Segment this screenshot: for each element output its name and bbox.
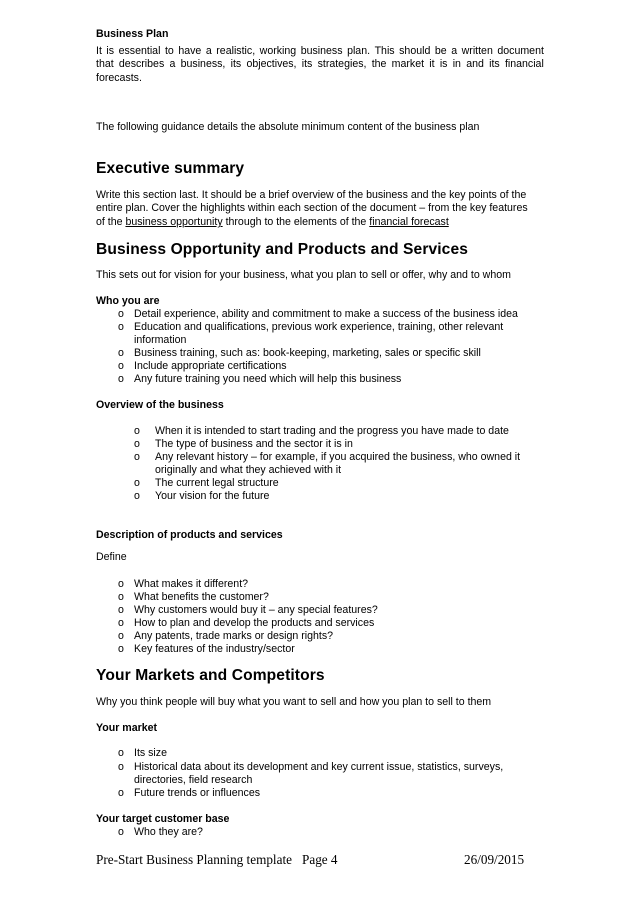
bullet-marker: o	[118, 591, 124, 603]
who-you-are-heading: Who you are	[96, 295, 160, 307]
list-item-continuation: directories, field research	[134, 774, 253, 786]
word: document	[497, 45, 544, 57]
guidance-text: The following guidance details the absolute minimum content of the business plan	[96, 121, 480, 133]
list-item: Future trends or influences	[134, 787, 261, 799]
word: plan.	[347, 45, 371, 57]
word: it	[429, 58, 435, 70]
exec-line-3	[96, 216, 449, 229]
markets-intro: Why you think people will buy what you want to sell and how you plan to sell to them	[96, 696, 492, 708]
intro-line-2	[96, 58, 544, 71]
word: the	[371, 58, 387, 70]
bullet-marker: o	[118, 630, 124, 642]
word: that	[96, 58, 114, 70]
bullet-marker: o	[118, 321, 124, 333]
products-heading: Description of products and services	[96, 529, 283, 541]
list-item: Who they are?	[134, 826, 203, 838]
word: objectives,	[246, 58, 297, 70]
footer-date: 26/09/2015	[464, 852, 525, 867]
word: its	[230, 58, 242, 70]
list-item: Any future training you need which will help this business	[134, 373, 402, 385]
footer-template-name: Pre-Start Business Planning template	[96, 852, 292, 867]
word: business,	[180, 58, 226, 70]
bullet-marker: o	[118, 643, 124, 655]
list-item: Include appropriate certifications	[134, 360, 287, 372]
word: working	[259, 45, 297, 57]
target-customer-heading: Your target customer base	[96, 813, 230, 825]
list-item: Your vision for the future	[155, 490, 270, 502]
word: its	[489, 58, 500, 70]
word: a	[169, 58, 176, 70]
word: realistic,	[216, 45, 256, 57]
list-item: Any patents, trade marks or design rights?	[134, 630, 334, 642]
list-item: What makes it different?	[134, 578, 249, 590]
word: It	[96, 45, 102, 57]
bullet-marker: o	[118, 761, 124, 773]
bullet-marker: o	[134, 425, 140, 437]
word: essential	[118, 45, 161, 57]
exec-line-1: Write this section last. It should be a brief overview of the business and the key points of the	[96, 189, 527, 201]
markets-heading: Your Markets and Competitors	[96, 667, 325, 684]
bullet-marker: o	[134, 451, 140, 463]
word: strategies,	[317, 58, 367, 70]
list-item: The type of business and the sector it is in	[155, 438, 353, 450]
list-item: Education and qualifications, previous work experience, training, other relevant	[134, 321, 504, 333]
intro-line-1	[96, 45, 544, 58]
bullet-marker: o	[118, 826, 124, 838]
bullet-marker: o	[118, 604, 124, 616]
exec-line-3-text: of the	[96, 216, 126, 228]
opportunity-intro: This sets out for vision for your business, what you plan to sell or offer, why and to whom	[96, 269, 511, 281]
bullet-marker: o	[118, 373, 124, 385]
word: business	[300, 45, 343, 57]
word: be	[434, 45, 447, 57]
list-item: Any relevant history – for example, if you acquired the business, who owned it	[155, 451, 521, 463]
word: and	[466, 58, 484, 70]
word: is	[439, 58, 448, 70]
list-item: Detail experience, ability and commitment to make a success of the business idea	[134, 308, 518, 320]
word: This	[374, 45, 395, 57]
list-item: Business training, such as: book-keeping, marketing, sales or specific skill	[134, 347, 481, 359]
word: is	[106, 45, 115, 57]
word: written	[461, 45, 493, 57]
bullet-marker: o	[118, 747, 124, 759]
your-market-heading: Your market	[96, 722, 158, 734]
word: a	[451, 45, 458, 57]
list-item: Why customers would buy it – any special features?	[134, 604, 378, 616]
bullet-marker: o	[118, 787, 124, 799]
word: describes	[118, 58, 165, 70]
list-item: How to plan and develop the products and services	[134, 617, 375, 629]
bullet-marker: o	[118, 360, 124, 372]
word: in	[452, 58, 461, 70]
exec-line-3-text: through to the elements of the	[222, 216, 370, 228]
list-item: Key features of the industry/sector	[134, 643, 295, 655]
word: should	[399, 45, 431, 57]
list-item: Its size	[134, 747, 167, 759]
define-label: Define	[96, 551, 127, 563]
intro-line-3: forecasts.	[96, 72, 142, 84]
list-item: Historical data about its development and key current issue, statistics, surveys,	[134, 761, 504, 773]
word: market	[391, 58, 425, 70]
bullet-marker: o	[118, 617, 124, 629]
word: a	[205, 45, 212, 57]
bullet-marker: o	[134, 490, 140, 502]
document-title: Business Plan	[96, 28, 169, 40]
bullet-marker: o	[134, 477, 140, 489]
footer-page-number: Page 4	[302, 852, 338, 867]
list-item: The current legal structure	[155, 477, 279, 489]
exec-summary-heading: Executive summary	[96, 160, 245, 177]
overview-heading: Overview of the business	[96, 399, 224, 411]
word: its	[301, 58, 313, 70]
business-opportunity-link[interactable]: business opportunity	[125, 216, 223, 228]
financial-forecast-link[interactable]: financial forecast	[369, 216, 449, 228]
word: financial	[504, 58, 544, 70]
bullet-marker: o	[118, 578, 124, 590]
word: to	[164, 45, 174, 57]
bullet-marker: o	[118, 308, 124, 320]
list-item: When it is intended to start trading and the progress you have made to date	[155, 425, 509, 437]
word: have	[178, 45, 202, 57]
list-item-continuation: information	[134, 334, 187, 346]
bullet-marker: o	[134, 438, 140, 450]
bullet-marker: o	[118, 347, 124, 359]
exec-line-2: entire plan. Cover the highlights within each section of the document – from the key features	[96, 202, 528, 214]
list-item-continuation: originally and what they achieved with it	[155, 464, 342, 476]
opportunity-heading: Business Opportunity and Products and Services	[96, 241, 469, 258]
list-item: What benefits the customer?	[134, 591, 269, 603]
